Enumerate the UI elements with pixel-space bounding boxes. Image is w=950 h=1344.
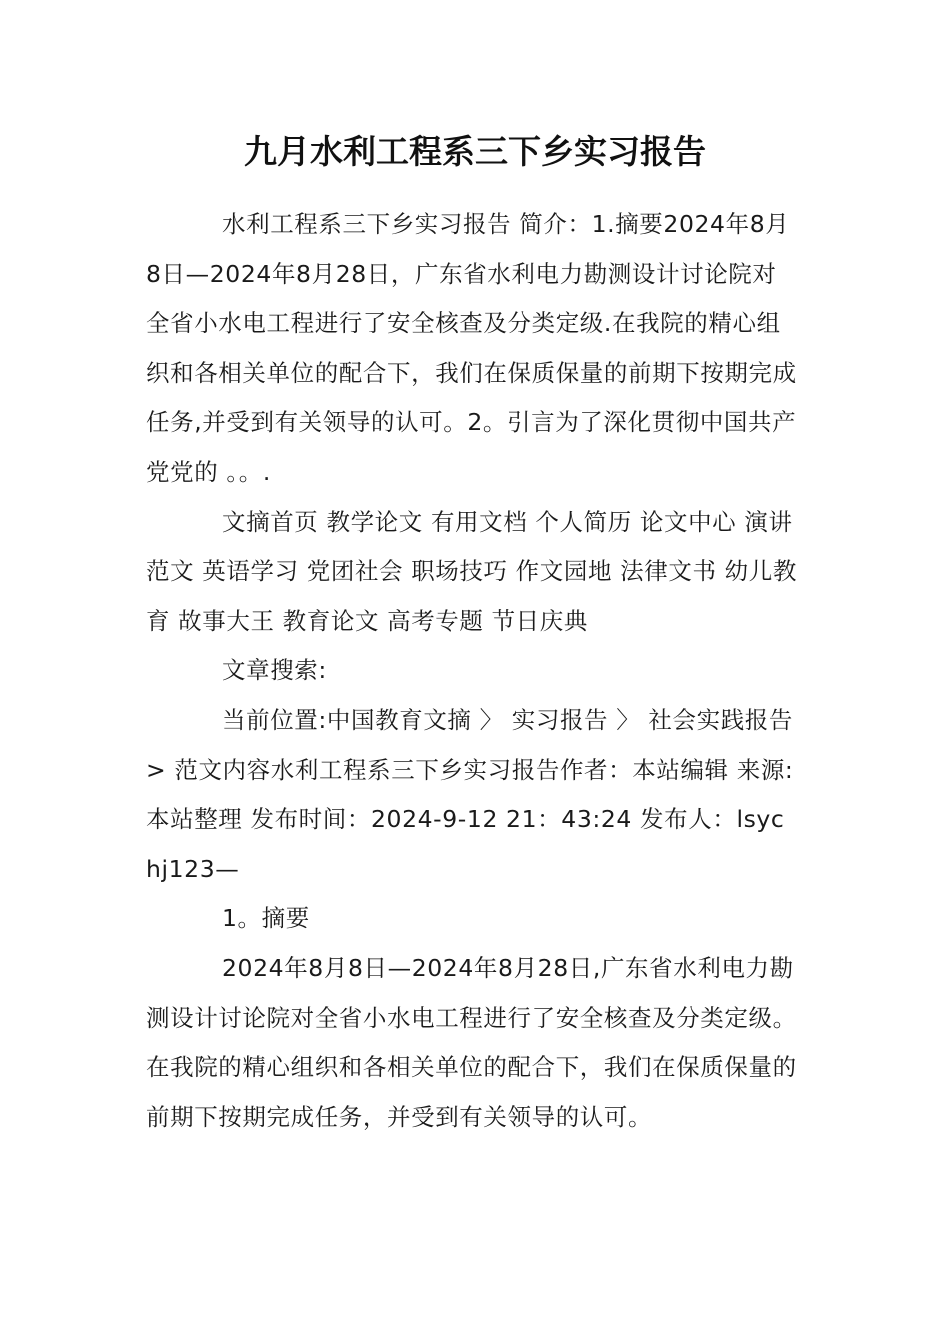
document-body — [146, 200, 798, 1142]
site-navigation-paragraph: 文摘首页 教学论文 有用文档 个人简历 论文中心 演讲范文 英语学习 党团社会 职场技巧 作文园地 法律文书 幼儿教育 故事大王 教育论文 高考专题 节日庆典 — [146, 507, 797, 635]
breadcrumb-paragraph: 当前位置:中国教育文摘 〉 实习报告 〉 社会实践报告 > 范文内容水利工程系三下乡实习报告作者：本站编辑 来源:本站整理 发布时间：2024-9-12 21：43:24 发布人：lsychj123— — [146, 705, 794, 883]
summary-paragraph: 水利工程系三下乡实习报告 简介：1.摘要2024年8月8日—2024年8月28日，广东省水利电力勘测设计讨论院对全省小水电工程进行了安全核查及分类定级.在我院的精心组织和各相关单位的配合下，我们在保质保量的前期下按期完成任务,并受到有关领导的认可。2。引言为了深化贯彻中国共产党党的 。。. — [146, 210, 797, 486]
document-title: 九月水利工程系三下乡实习报告 — [244, 132, 706, 171]
section-heading-abstract: 1。摘要 — [222, 904, 310, 933]
abstract-paragraph: 2024年8月8日—2024年8月28日,广东省水利电力勘测设计讨论院对全省小水电工程进行了安全核查及分类定级。在我院的精心组织和各相关单位的配合下，我们在保质保量的前期下按期完成任务，并受到有关领导的认可。 — [146, 953, 797, 1131]
article-search-paragraph: 文章搜索: — [222, 656, 327, 685]
